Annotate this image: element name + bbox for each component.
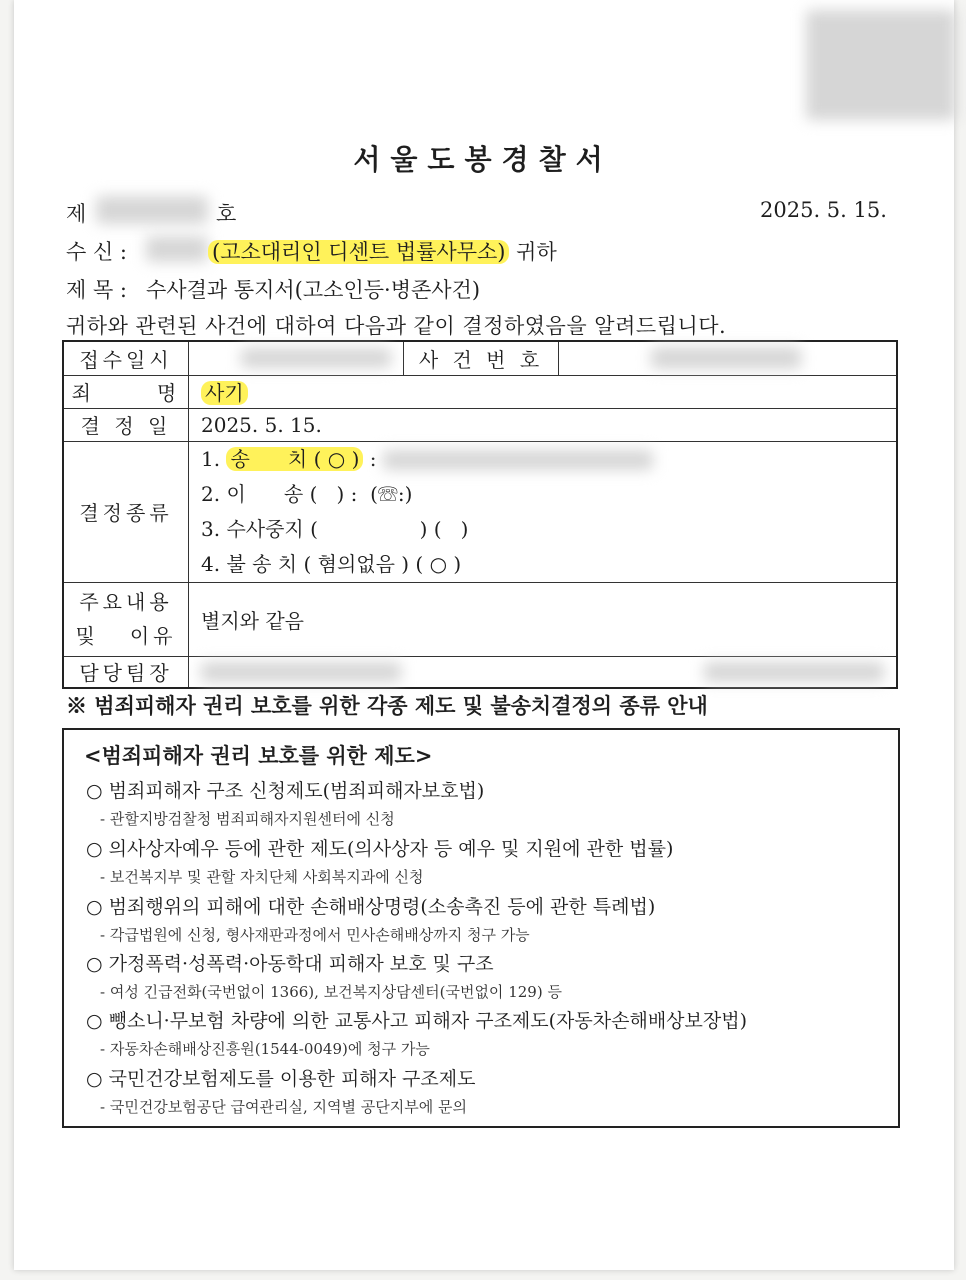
recipient-name: (고소대리인 디센트 법률사무소) [208,240,509,264]
guide-item-title: ○ 가정폭력·성폭력·아동학대 피해자 보호 및 구조 [86,953,494,975]
guide-item-title: ○ 범죄행위의 피해에 대한 손해배상명령(소송촉진 등에 관한 특례법) [86,896,656,918]
guide-item-sub: - 여성 긴급전화(국번없이 1366), 보건복지상담센터(국번없이 129) 등 [100,983,562,1001]
decision-date-label: 결 정 일 [63,408,189,441]
team-leader-cell [189,656,898,688]
redacted-doc-number [96,196,208,224]
recipient-suffix: 귀하 [516,240,557,264]
redacted-decision-detail [383,450,653,470]
decision-type-1-number: 1. [201,446,221,471]
intro-text: 귀하와 관련된 사건에 대하여 다음과 같이 결정하였음을 알려드립니다. [66,314,727,338]
guide-item-sub: - 국민건강보험공단 급여관리실, 지역별 공단지부에 문의 [100,1098,467,1116]
decision-type-4: 4. 불 송 치 ( 혐의없음 ) ( ○ ) [201,551,462,576]
guide-item-title: ○ 뺑소니·무보험 차량에 의한 교통사고 피해자 구조제도(자동차손해배상보장법) [86,1010,748,1032]
decision-type-1-tail: : [369,446,377,471]
crime-cell [189,375,898,408]
subject: 수사결과 통지서(고소인등·병존사건) [146,278,481,302]
main-content-label-line1: 주요내용 [79,590,173,614]
redacted-case-number [651,347,801,369]
case-number-cell [559,341,898,375]
redacted-stamp [806,10,956,120]
guide-item-title: ○ 범죄피해자 구조 신청제도(범죄피해자보호법) [86,780,485,802]
recipient-line [208,236,557,266]
case-info-table [62,340,898,689]
team-leader-label: 담당팀장 [63,656,189,688]
crime-label: 죄 명 [63,375,189,408]
guide-item-title: ○ 의사상자예우 등에 관한 제도(의사상자 등 예우 및 지원에 관한 법률) [86,838,674,860]
decision-type-1-text: 송 치 ( ○ ) [226,447,363,471]
case-number-label: 사 건 번 호 [404,341,559,375]
guide-item-sub: - 각급법원에 신청, 형사재판과정에서 민사손해배상까지 청구 가능 [100,926,530,944]
redacted-recipient [146,236,208,262]
victim-rights-guide-box [62,728,900,1128]
subject-label: 제 목 : [66,278,127,302]
received-date-label: 접수일시 [63,341,189,375]
guide-item-sub: - 관할지방검찰청 범죄피해자지원센터에 신청 [100,810,395,828]
main-content-label [63,582,189,656]
decision-type-label: 결정종류 [63,441,189,582]
doc-number-suffix: 호 [216,202,237,226]
guide-item-sub: - 보건복지부 및 관할 자치단체 사회복지과에 신청 [100,868,424,886]
guide-heading: <범죄피해자 권리 보호를 위한 제도> [84,743,433,768]
recipient-label: 수 신 : [66,240,127,264]
received-date-cell [189,341,404,375]
decision-type-3: 3. 수사중지 ( ) ( ) [201,516,469,541]
redacted-team-leader [201,662,401,682]
guide-item-title: ○ 국민건강보험제도를 이용한 피해자 구조제도 [86,1068,476,1090]
main-content-value: 별지와 같음 [189,582,898,656]
decision-type-2: 2. 이 송 ( ) : (☏:) [201,481,413,506]
decision-date-value: 2025. 5. 15. [189,408,898,441]
decision-type-1 [201,442,884,477]
redacted-team-leader-contact [704,662,884,682]
crime-value: 사기 [201,381,248,405]
decision-type-cell [189,441,898,582]
doc-number-prefix: 제 [66,202,87,226]
page-title: 서울도봉경찰서 [353,143,613,176]
document-date: 2025. 5. 15. [760,198,887,222]
notice-heading: ※ 범죄피해자 권리 보호를 위한 각종 제도 및 불송치결정의 종류 안내 [66,693,708,718]
main-content-label-line2: 및 이유 [75,624,177,648]
redacted-received-date [241,348,391,368]
guide-item-sub: - 자동차손해배상진흥원(1544-0049)에 청구 가능 [100,1040,430,1058]
